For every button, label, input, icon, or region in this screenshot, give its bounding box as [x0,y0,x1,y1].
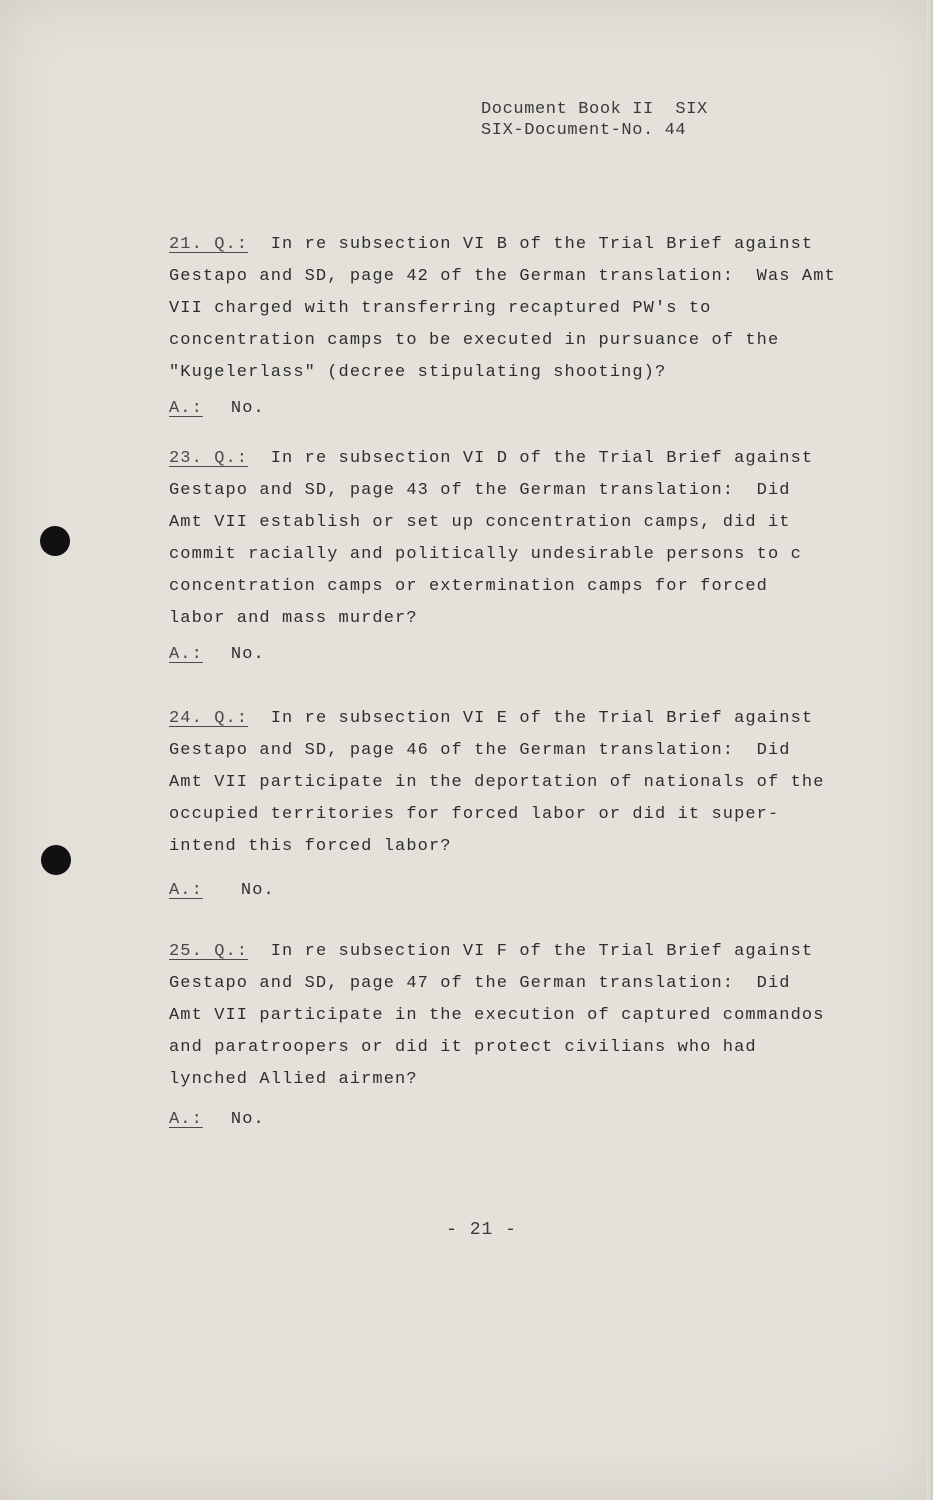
answer [169,641,859,669]
page-number: - 21 - [446,1220,517,1240]
answer-label: A.: [169,881,203,900]
document-header [481,99,708,141]
question-line: Amt VII participate in the deportation of nationals of the [169,773,825,792]
question-line: commit racially and politically undesirable persons to c [169,545,802,564]
question-label: 24. Q.: [169,709,249,728]
question-line: Gestapo and SD, page 42 of the German translation: Was Amt [169,267,836,286]
question-line [169,936,859,968]
question-label: 21. Q.: [169,235,249,254]
header-line-book: Document Book II SIX [481,100,708,119]
punch-hole [41,845,71,875]
question-block-24 [169,703,859,905]
question-line [169,443,859,475]
question-line: Amt VII participate in the execution of captured commandos [169,1006,825,1025]
page-edge [927,0,933,1500]
question-text: In re subsection VI B of the Trial Brief against [270,235,814,254]
punch-hole [40,526,70,556]
answer [169,395,859,423]
question-line: concentration camps or extermination camps for forced [169,577,768,596]
answer-value: No. [230,399,265,418]
answer-value: No. [240,881,275,900]
answer [169,877,859,905]
question-line: and paratroopers or did it protect civilians who had [169,1038,757,1057]
answer [169,1106,859,1134]
question-line: Gestapo and SD, page 46 of the German translation: Did [169,741,791,760]
question-line: Gestapo and SD, page 43 of the German translation: Did [169,481,791,500]
question-block-21 [169,229,859,423]
question-text: In re subsection VI D of the Trial Brief against [270,449,814,468]
question-block-25 [169,936,859,1134]
question-line: "Kugelerlass" (decree stipulating shooting)? [169,363,667,382]
question-line: VII charged with transferring recaptured PW's to [169,299,712,318]
question-block-23 [169,443,859,669]
question-label: 25. Q.: [169,942,249,961]
question-text: In re subsection VI F of the Trial Brief against [270,942,814,961]
answer-label: A.: [169,399,203,418]
answer-label: A.: [169,645,203,664]
answer-label: A.: [169,1110,203,1129]
answer-value: No. [230,645,265,664]
question-line: intend this forced labor? [169,837,452,856]
question-line: occupied territories for forced labor or did it super- [169,805,780,824]
question-line: Gestapo and SD, page 47 of the German translation: Did [169,974,791,993]
question-line [169,703,859,735]
question-line: labor and mass murder? [169,609,418,628]
question-line [169,229,859,261]
header-line-document-number: SIX-Document-No. 44 [481,121,687,140]
question-line: Amt VII establish or set up concentration camps, did it [169,513,791,532]
question-label: 23. Q.: [169,449,249,468]
question-text: In re subsection VI E of the Trial Brief against [270,709,814,728]
question-line: concentration camps to be executed in pursuance of the [169,331,780,350]
answer-value: No. [230,1110,265,1129]
question-line: lynched Allied airmen? [169,1070,418,1089]
